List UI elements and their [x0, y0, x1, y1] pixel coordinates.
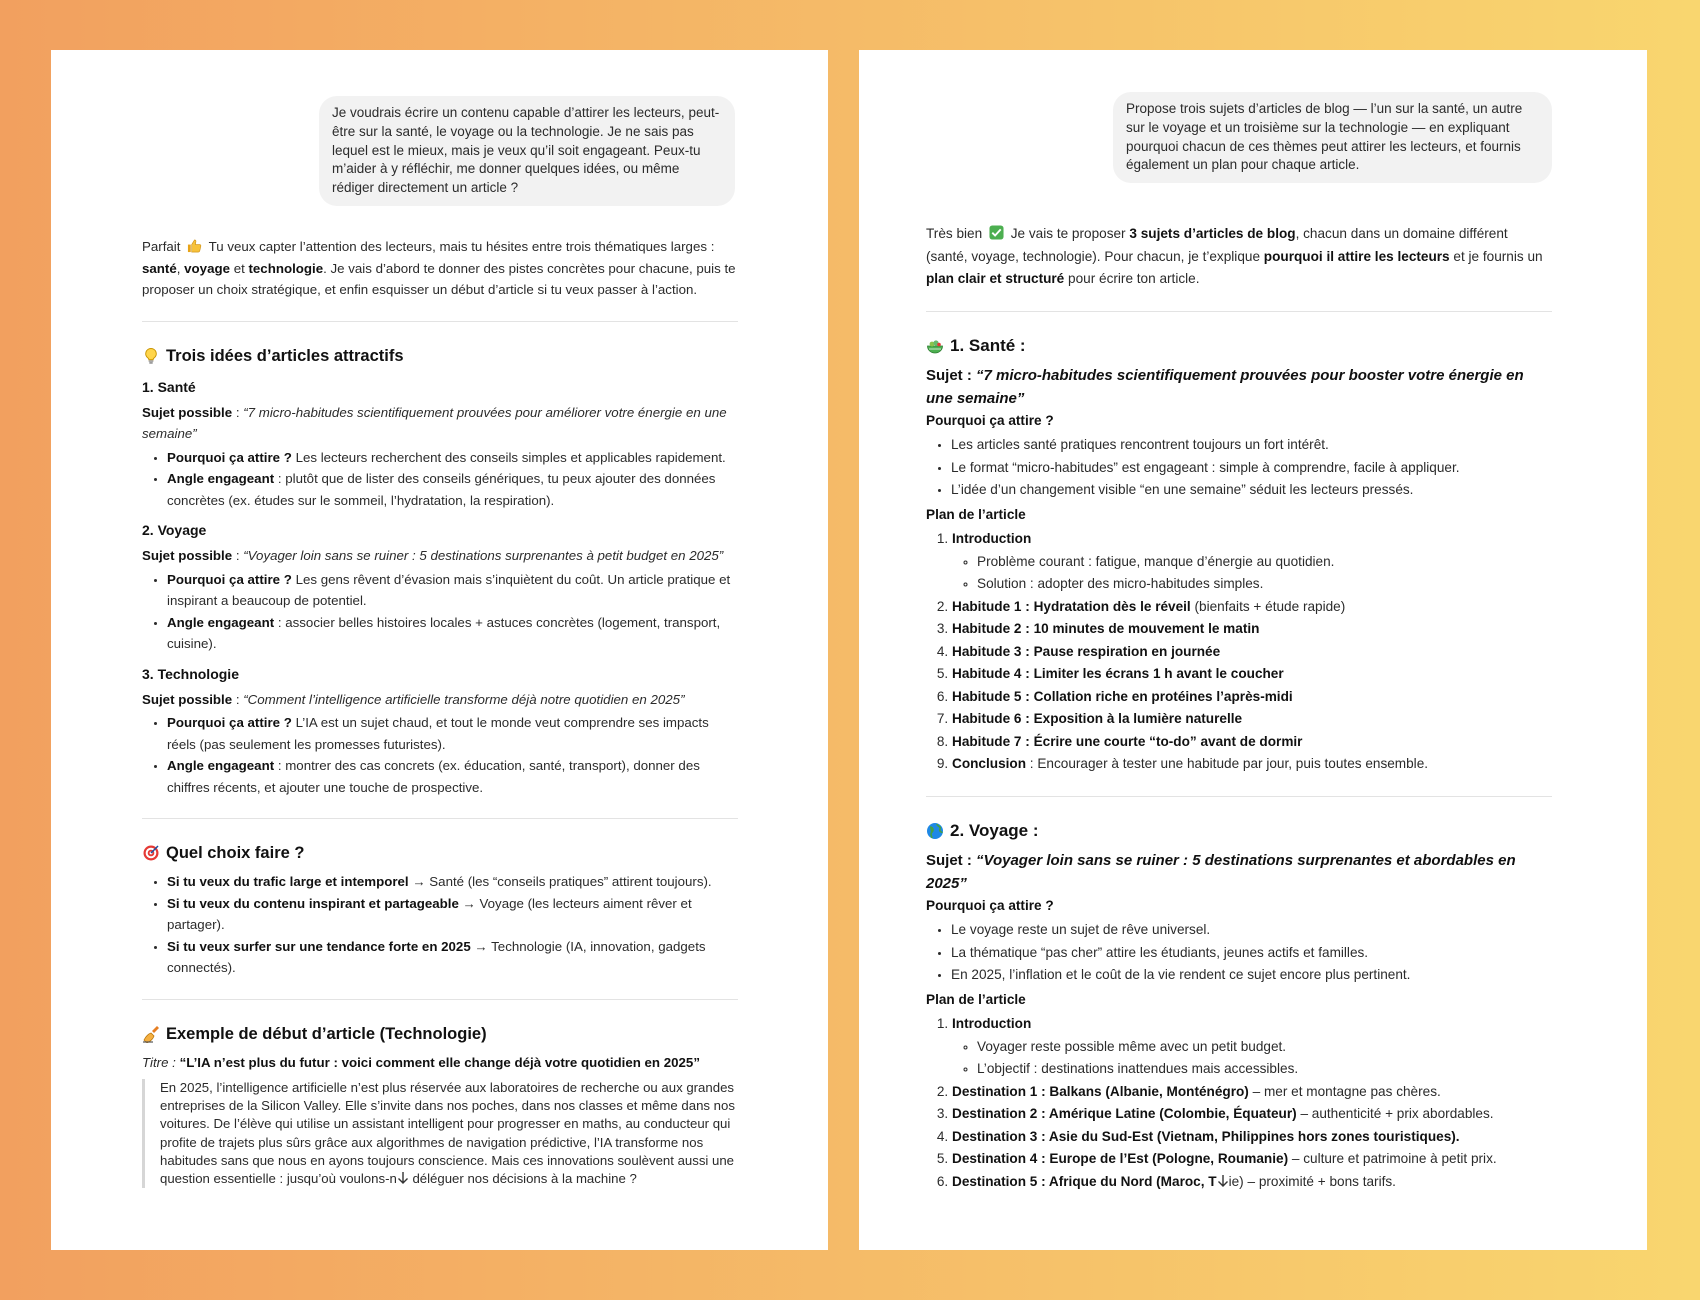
user-message-bubble [319, 96, 735, 206]
list-item [952, 731, 1552, 754]
user-message-bubble [1113, 92, 1552, 183]
list-item [952, 1081, 1552, 1104]
why-list [926, 919, 1552, 987]
list-item [952, 618, 1552, 641]
ideas-heading-text: Trois idées d’articles attractifs [166, 346, 404, 365]
choice-bold: Si tu veux du trafic large et intemporel [167, 874, 409, 889]
list-item [952, 1126, 1552, 1149]
divider [926, 796, 1552, 797]
target-icon [142, 844, 160, 862]
scroll-down-arrow-icon[interactable] [397, 1171, 409, 1185]
example-heading-text: Exemple de début d’article (Technologie) [166, 1024, 487, 1043]
idea-subject [142, 689, 738, 711]
idea-bullets [142, 712, 738, 798]
plan-text: – mer et montagne pas chères. [1248, 1083, 1441, 1099]
list-item [952, 528, 1552, 596]
list-item: • La thématique “pas cher” attire les étudiants, jeunes actifs et familles. [951, 942, 1552, 965]
plan-bold: Habitude 3 : Pause respiration en journée [952, 643, 1221, 659]
subject-label: Sujet : [926, 366, 972, 384]
list-item: • Le voyage reste un sujet de rêve universel. [951, 919, 1552, 942]
subject-text: “Voyager loin sans se ruiner : 5 destinations surprenantes à petit budget en 2025” [243, 548, 724, 563]
plan-intro: Introduction [952, 531, 1032, 546]
idea-section [142, 376, 738, 512]
divider [142, 818, 738, 819]
why-text: L’IA est un sujet chaud, et tout le monde veut comprendre ses impacts réels (pas seulement les promesses futuristes). [167, 715, 709, 752]
idea-subject [142, 545, 738, 567]
idea-bullets [142, 447, 738, 512]
list-item [952, 1148, 1552, 1171]
choice-heading-text: Quel choix faire ? [166, 844, 305, 862]
list-item [952, 753, 1552, 776]
list-item: • En 2025, l’inflation et le coût de la vie rendent ce sujet encore plus pertinent. [951, 964, 1552, 987]
idea-section [142, 663, 738, 799]
list-item [167, 871, 738, 893]
plan-text: (bienfaits + étude rapide) [1190, 598, 1346, 614]
user-message-text: Propose trois sujets d’articles de blog — l’un sur la santé, un autre sur le voyage et un troisième sur la technologie — en expliquant pourquoi chacun de ces thèmes peut attirer les lecteurs, et fournis également un plan pour chaque article. [1126, 101, 1523, 173]
plan-text: ie) – proximité + bons tarifs. [1228, 1173, 1396, 1189]
example-title [142, 1052, 738, 1074]
plan-bold: Conclusion [952, 756, 1027, 771]
angle-label: Angle engageant [167, 614, 275, 630]
angle-label: Angle engageant [167, 471, 275, 486]
intro-text: Parfait [142, 239, 181, 254]
plan-bold: Habitude 2 : 10 minutes de mouvement le matin [952, 621, 1260, 636]
plan-bold: Destination 5 : Afrique du Nord (Maroc, T [952, 1173, 1217, 1189]
intro-bold-techno: technologie [248, 260, 324, 276]
subject-label: Sujet possible [142, 404, 233, 420]
plan-label: Plan de l’article [926, 991, 1026, 1007]
section-subject [926, 849, 1552, 895]
list-item [167, 612, 738, 655]
intro-bold-sante: santé [142, 260, 177, 276]
why-text: Les lecteurs recherchent des conseils simples et applicables rapidement. [295, 449, 726, 465]
nested-list [952, 551, 1552, 596]
section-subject [926, 364, 1552, 410]
plan-list [926, 1013, 1552, 1193]
idea-title: 1. Santé [142, 378, 196, 395]
list-item: ◦ Voyager reste possible même avec un petit budget. [977, 1036, 1552, 1059]
list-item [952, 663, 1552, 686]
list-item [167, 468, 738, 511]
plan-bold: Destination 1 : Balkans (Albanie, Monténégro) [952, 1083, 1249, 1099]
why-label: Pourquoi ça attire ? [167, 449, 292, 465]
check-mark-icon [989, 225, 1004, 240]
subject-label: Sujet possible [142, 691, 233, 707]
intro-bold: pourquoi il attire les lecteurs [1263, 248, 1450, 264]
section-heading [926, 819, 1552, 843]
angle-label: Angle engageant [167, 758, 275, 773]
subject-text: “Voyager loin sans se ruiner : 5 destinations surprenantes et abordables en 2025” [926, 851, 1516, 892]
intro-et: et [233, 260, 245, 276]
example-heading [142, 1022, 738, 1046]
angle-text: montrer des cas concrets (ex. éducation, santé, transport), donner des chiffres récents, et ajouter une touche de prospective. [167, 758, 700, 795]
why-label: Pourquoi ça attire ? [926, 412, 1054, 428]
list-item [952, 641, 1552, 664]
lightbulb-icon [142, 347, 160, 365]
list-item [952, 1103, 1552, 1126]
quote-text: En 2025, l’intelligence artificielle n’est plus réservée aux laboratoires de recherche ou aux grandes entreprises de la Silicon Valley. Elle s’invite dans nos poches, dans nos classes et même dans nos voitures. De l’élève qui utilise un assistant intelligent pour progresser en maths, au conducteur qui profite de trajets plus sûrs grâce aux algorithmes de navigation prédictive, l’IA transforme nos habitudes sans que nous en ayons toujours conscience. Mais ces innovations soulèvent aussi une question essentielle : jusqu’où voulons-n [160, 1080, 735, 1187]
section-heading-text: 2. Voyage : [950, 820, 1039, 840]
colon: : [274, 614, 286, 630]
nested-list [952, 1036, 1552, 1081]
intro-text: Tu veux capter l’attention des lecteurs, mais tu hésites entre trois thématiques larges : [208, 239, 715, 254]
subject-text: “7 micro-habitudes scientifiquement prouvées pour améliorer votre énergie en une semaine” [142, 404, 727, 441]
list-item: ◦ Solution : adopter des micro-habitudes simples. [977, 573, 1552, 596]
colon: : [274, 471, 286, 486]
intro-text: Très bien [926, 226, 983, 241]
section-heading-text: 1. Santé : [950, 335, 1026, 355]
plan-bold: Destination 3 : Asie du Sud-Est (Vietnam, Philippines hors zones touristiques). [952, 1128, 1460, 1144]
plan-text: : Encourager à tester une habitude par jour, puis toutes ensemble. [1026, 756, 1429, 771]
idea-section [142, 519, 738, 655]
plan-label: Plan de l’article [926, 506, 1026, 522]
intro-text: , chacun dans un domaine différent (santé, voyage, technologie). Pour chacun, je t’explique [926, 226, 1508, 264]
right-chat-panel [859, 50, 1647, 1250]
plan-bold: Habitude 1 : Hydratation dès le réveil [952, 598, 1191, 614]
list-item [167, 755, 738, 798]
left-chat-panel [51, 50, 828, 1250]
plan-list [926, 528, 1552, 776]
list-item [167, 936, 738, 979]
choice-text: → Voyage (les lecteurs aiment rêver et partager). [167, 895, 692, 932]
why-text: Les gens rêvent d’évasion mais s’inquiètent du coût. Un article pratique et inspirant a beaucoup de potentiel. [167, 571, 731, 608]
list-item: • Le format “micro-habitudes” est engageant : simple à comprendre, facile à appliquer. [951, 457, 1552, 480]
list-item [952, 686, 1552, 709]
list-item [952, 596, 1552, 619]
idea-title: 3. Technologie [142, 665, 239, 682]
list-item [952, 1013, 1552, 1081]
list-item [167, 569, 738, 612]
choice-text: → Technologie (IA, innovation, gadgets connectés). [167, 938, 706, 975]
intro-bold: plan clair et structuré [926, 271, 1065, 286]
plan-bold: Destination 4 : Europe de l’Est (Pologne, Roumanie) [952, 1151, 1289, 1166]
subject-text: “Comment l’intelligence artificielle transforme déjà notre quotidien en 2025” [243, 691, 685, 707]
divider [926, 311, 1552, 312]
why-label: Pourquoi ça attire ? [926, 897, 1054, 913]
thumbs-up-icon [187, 238, 202, 253]
idea-title: 2. Voyage [142, 522, 207, 538]
intro-text: Je vais te proposer [1010, 226, 1126, 241]
why-label: Pourquoi ça attire ? [167, 715, 292, 730]
list-item [952, 1171, 1552, 1194]
writing-hand-icon [142, 1025, 160, 1043]
plan-bold: Habitude 5 : Collation riche en protéines l’après-midi [952, 688, 1293, 704]
intro-bold: 3 sujets d’articles de blog [1129, 226, 1296, 241]
list-item [952, 708, 1552, 731]
list-item [167, 893, 738, 936]
colon: : [232, 404, 244, 420]
title-value: “L’IA n’est plus du futur : voici comment elle change déjà votre quotidien en 2025” [179, 1054, 700, 1070]
ideas-heading [142, 344, 738, 368]
choice-bold: Si tu veux surfer sur une tendance forte en 2025 [167, 938, 471, 954]
why-label: Pourquoi ça attire ? [167, 571, 292, 587]
plan-bold: Habitude 4 : Limiter les écrans 1 h avant le coucher [952, 666, 1284, 681]
article-excerpt-quote [142, 1079, 738, 1188]
intro-text: pour écrire ton article. [1068, 271, 1200, 286]
scroll-down-arrow-icon[interactable] [1217, 1174, 1229, 1188]
list-item: • Les articles santé pratiques rencontrent toujours un fort intérêt. [951, 434, 1552, 457]
salad-icon [926, 337, 944, 355]
colon: : [232, 691, 244, 707]
subject-label: Sujet : [926, 851, 972, 869]
plan-text: – culture et patrimoine à petit prix. [1288, 1151, 1497, 1166]
intro-bold-voyage: voyage [184, 260, 230, 276]
intro-comma: , [176, 260, 181, 276]
plan-bold: Destination 2 : Amérique Latine (Colombie, Équateur) [952, 1106, 1297, 1121]
user-message-text: Je voudrais écrire un contenu capable d’attirer les lecteurs, peut-être sur la santé, le voyage ou la technologie. Je ne sais pas lequel est le mieux, mais je veux qu’il soit engageant. Peux-tu m’aider à y réfléchir, me donner quelques idées, ou même rédiger directement un article ? [332, 105, 720, 196]
colon: : [232, 548, 244, 563]
subject-label: Sujet possible [142, 548, 233, 563]
section-heading [926, 334, 1552, 358]
divider [142, 321, 738, 322]
choice-heading [142, 841, 738, 865]
choice-bold: Si tu veux du contenu inspirant et partageable [167, 895, 459, 911]
globe-icon [926, 822, 944, 840]
plan-bold: Habitude 6 : Exposition à la lumière naturelle [952, 711, 1243, 726]
list-item: ◦ L’objectif : destinations inattendues mais accessibles. [977, 1058, 1552, 1081]
list-item [167, 447, 738, 469]
plan-intro: Introduction [952, 1016, 1032, 1031]
colon: : [274, 758, 286, 773]
plan-bold: Habitude 7 : Écrire une courte “to-do” avant de dormir [952, 733, 1303, 749]
angle-text: associer belles histoires locales + astuces concrètes (logement, transport, cuisine). [167, 614, 721, 651]
choice-text: → Santé (les “conseils pratiques” attirent toujours). [408, 874, 712, 889]
assistant-response [926, 223, 1552, 1195]
intro-text: et je fournis un [1453, 248, 1543, 264]
idea-bullets [142, 569, 738, 655]
list-item: ◦ Problème courant : fatigue, manque d’énergie au quotidien. [977, 551, 1552, 574]
idea-subject [142, 402, 738, 445]
quote-text: déléguer nos décisions à la machine ? [408, 1171, 637, 1187]
assistant-response [142, 236, 738, 1188]
subject-text: “7 micro-habitudes scientifiquement prouvées pour booster votre énergie en une semaine” [926, 366, 1524, 407]
intro-text: . Je vais d’abord te donner des pistes concrètes pour chacune, puis te proposer un choix stratégique, et enfin esquisser un début d’article si tu veux passer à l’action. [142, 260, 736, 297]
title-label: Titre : [142, 1054, 176, 1070]
choice-list [142, 871, 738, 979]
divider [142, 999, 738, 1000]
angle-text: plutôt que de lister des conseils génériques, tu peux ajouter des données concrètes (ex. études sur le sommeil, l’hydratation, la respiration). [167, 471, 716, 508]
intro-paragraph [142, 236, 738, 301]
why-list [926, 434, 1552, 502]
list-item: • L’idée d’un changement visible “en une semaine” séduit les lecteurs pressés. [951, 479, 1552, 502]
plan-text: – authenticité + prix abordables. [1296, 1106, 1494, 1121]
list-item [167, 712, 738, 755]
intro-paragraph [926, 223, 1552, 291]
